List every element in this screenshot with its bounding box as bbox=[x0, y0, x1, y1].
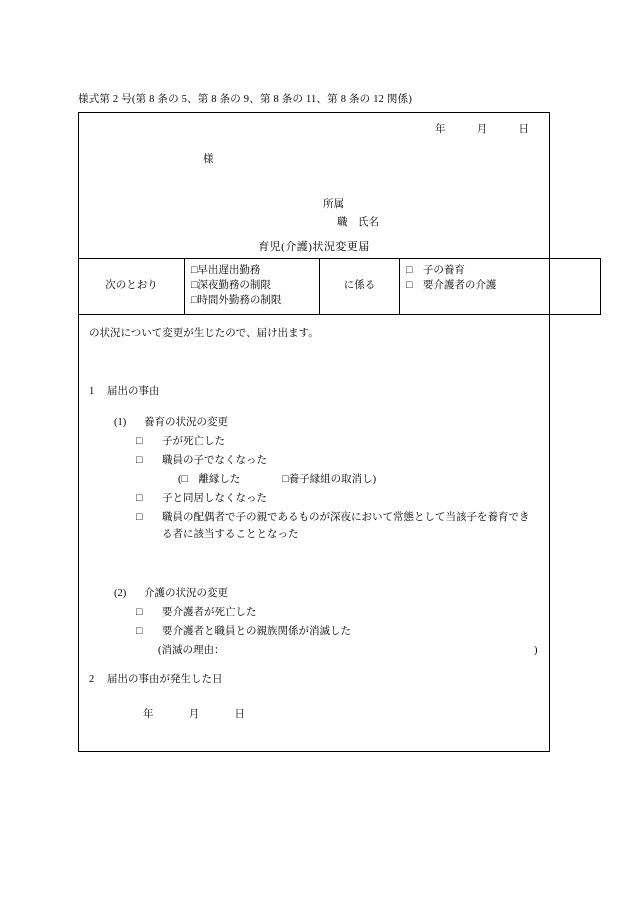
option-childcare[interactable]: □ 子の養育 bbox=[406, 265, 465, 276]
subsection-1-1-title: 養育の状況の変更 bbox=[144, 417, 228, 428]
document-title: 育児(介護)状況変更届 bbox=[258, 241, 370, 253]
option-nursing-care[interactable]: □ 要介護者の介護 bbox=[406, 280, 497, 292]
day-label: 日 bbox=[518, 124, 529, 135]
subsection-1-2 bbox=[114, 585, 537, 659]
checkbox-item-relationship-ended[interactable] bbox=[136, 623, 537, 640]
subsection-1-2-number: (2) bbox=[114, 588, 127, 599]
item-label: 職員の子でなくなった bbox=[162, 455, 267, 466]
checkbox-item-child-died[interactable] bbox=[136, 433, 537, 450]
affiliation-label: 所属 bbox=[323, 199, 344, 210]
table-row bbox=[79, 259, 601, 315]
section-2-heading bbox=[89, 671, 537, 688]
section-1-heading bbox=[89, 383, 537, 400]
checkbox-item-care-recipient-died[interactable] bbox=[136, 604, 537, 621]
item-label: 職員の配偶者で子の親であるものが深夜において常態として当該子を養育できる者に該当することとなった bbox=[162, 512, 530, 540]
position-name-label: 職 氏名 bbox=[337, 217, 379, 228]
checkbox-item-no-longer-child[interactable] bbox=[136, 452, 537, 469]
cell-care-options bbox=[400, 259, 601, 315]
checkbox-icon[interactable]: □ bbox=[136, 493, 143, 504]
item-label: 子と同居しなくなった bbox=[162, 493, 267, 504]
year-label: 年 bbox=[143, 709, 154, 720]
subsection-1-1-number: (1) bbox=[114, 417, 127, 428]
subsection-1-1-heading bbox=[114, 414, 537, 431]
cell-as-follows: 次のとおり bbox=[79, 259, 185, 315]
item-label: 要介護者が死亡した bbox=[162, 607, 257, 618]
checkbox-icon[interactable]: □ bbox=[136, 626, 143, 637]
month-label: 月 bbox=[476, 124, 488, 135]
occurrence-date-fields[interactable] bbox=[143, 706, 537, 723]
section-1 bbox=[89, 383, 537, 659]
checkbox-icon[interactable]: □ bbox=[136, 436, 143, 447]
cell-work-options bbox=[185, 259, 320, 315]
item-label: 要介護者と職員との親族関係が消滅した bbox=[162, 626, 351, 637]
day-label: 日 bbox=[234, 709, 245, 720]
year-label: 年 bbox=[435, 124, 446, 135]
option-early-late[interactable]: □早出遅出勤務 bbox=[191, 265, 261, 276]
nested-note-adoption[interactable]: (□ 離縁した □養子縁組の取消し) bbox=[178, 474, 377, 485]
subsection-1-2-heading bbox=[114, 585, 537, 602]
checkbox-icon[interactable]: □ bbox=[136, 455, 143, 466]
checkbox-icon[interactable]: □ bbox=[136, 607, 143, 618]
cell-relating-to: に係る bbox=[320, 259, 400, 315]
date-line bbox=[435, 121, 529, 136]
addressee-honorific: 様 bbox=[203, 154, 214, 165]
lead-text: の状況について変更が生じたので、届け出ます。 bbox=[89, 328, 319, 339]
reason-field[interactable] bbox=[158, 642, 537, 659]
reason-label: (消滅の理由： bbox=[158, 645, 225, 656]
reason-close-paren: ) bbox=[534, 645, 538, 656]
checkbox-item-spouse-can-care[interactable] bbox=[136, 509, 537, 543]
option-overtime-limit[interactable]: □時間外勤務の制限 bbox=[191, 295, 282, 307]
item-label: 子が死亡した bbox=[162, 436, 225, 447]
checkbox-icon[interactable]: □ bbox=[136, 512, 143, 523]
option-night-work-limit[interactable]: □深夜勤務の制限 bbox=[191, 280, 271, 292]
section-1-number: 1 bbox=[89, 386, 95, 397]
subsection-1-2-title: 介護の状況の変更 bbox=[144, 588, 228, 599]
section-1-title: 届出の事由 bbox=[107, 386, 160, 397]
form-outer-border bbox=[78, 112, 550, 752]
subsection-1-1 bbox=[114, 414, 537, 543]
section-2-title: 届出の事由が発生した日 bbox=[107, 674, 223, 685]
checkbox-item-not-cohabiting[interactable] bbox=[136, 490, 537, 507]
form-number: 様式第 2 号(第 8 条の 5、第 8 条の 9、第 8 条の 11、第 8 条の 12 関係) bbox=[78, 94, 413, 105]
section-2-number: 2 bbox=[89, 674, 95, 685]
section-2 bbox=[89, 671, 537, 723]
month-label: 月 bbox=[188, 709, 200, 720]
status-change-table bbox=[78, 258, 601, 315]
